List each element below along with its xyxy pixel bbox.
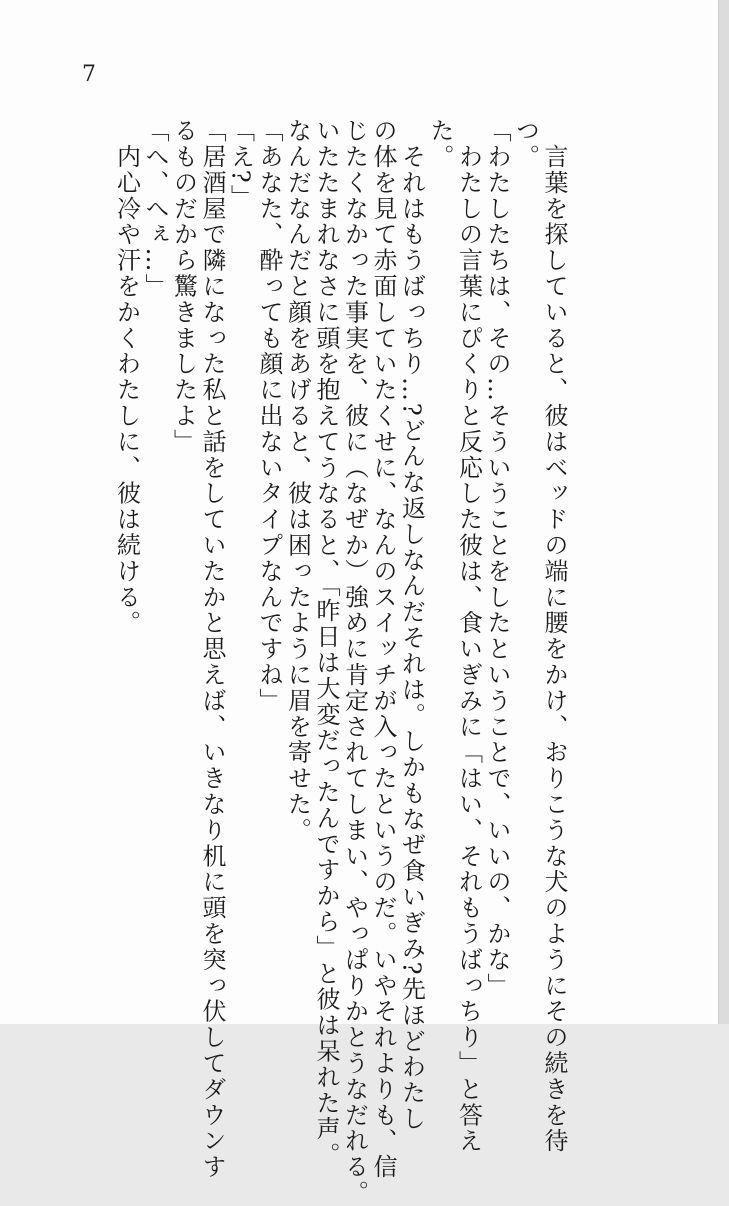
text-line: なんだなんだと顔をあげると、彼は困ったように眉を寄せた。 bbox=[283, 118, 312, 844]
text-line: それはもうばっちり…?どんな返しなんだそれは。しかもなぜ食いぎみ?先ほどわたし bbox=[397, 118, 426, 1132]
text-line: いたたまれなさに頭を抱えてうなると、「昨日は大変だったんですから」と彼は呆れた声。 bbox=[312, 118, 340, 1168]
text-line: 「居酒屋で隣になった私と話をしていたかと思えば、いきなり机に頭を突っ伏してダウンす bbox=[198, 118, 226, 1180]
text-line: の体を見て赤面していたくせに、なんのスイッチが入ったというのだ。いやそれよりも、信 bbox=[369, 118, 397, 1180]
text-line: 「え?」 bbox=[226, 118, 255, 211]
text-line: 「わたしたちは、その…そういうことをしたということで、いいの、かな」 bbox=[483, 118, 511, 999]
text-line: 「へ、へぇ…」 bbox=[141, 118, 169, 300]
text-line: じたくなかった事実を、彼に（なぜか）強めに肯定されてしまい、やっぱりかとうなだれる。 bbox=[340, 118, 369, 1206]
text-line: 「あなた、酔っても顔に出ないタイプなんですね」 bbox=[255, 118, 283, 714]
text-line: た。 bbox=[426, 118, 454, 170]
text-line: わたしの言葉にぴくりと反応した彼は、食いぎみに「はい、それもうばっちり」と答え bbox=[454, 118, 483, 1154]
text-line: つ。 bbox=[511, 118, 540, 170]
vertical-text-block bbox=[112, 118, 568, 1206]
text-line: 内心冷や汗をかくわたしに、彼は続ける。 bbox=[112, 118, 141, 636]
text-line: るものだから驚きましたよ」 bbox=[169, 118, 198, 455]
page-edge bbox=[719, 0, 729, 1024]
text-line: 言葉を探していると、彼はベッドの端に腰をかけ、おりこうな犬のようにその続きを待 bbox=[540, 118, 568, 1154]
page-number: 7 bbox=[82, 62, 96, 87]
